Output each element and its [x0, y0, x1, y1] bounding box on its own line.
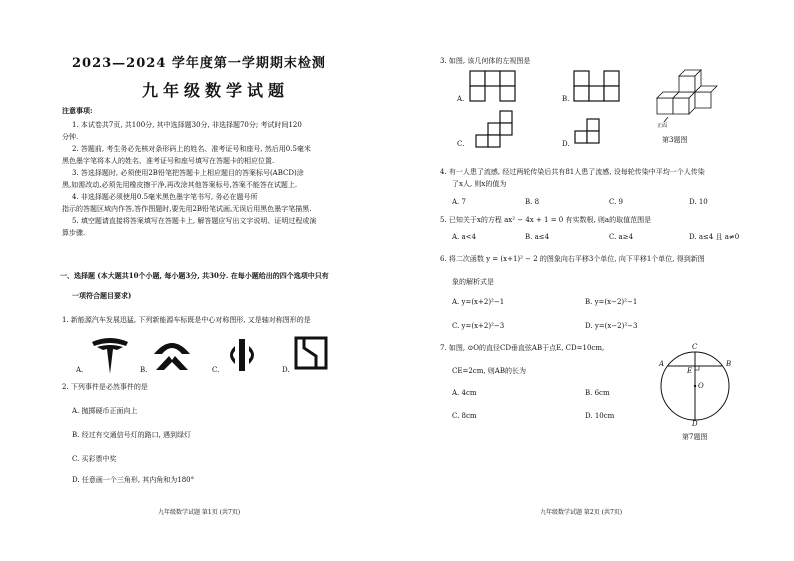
q5-option-d: D. a≤4 且 a≠0: [689, 233, 740, 241]
question-6-cont: 象的解析式是: [452, 278, 494, 286]
q4-option-d: D. 10: [689, 198, 708, 206]
q7-point-b-label: B: [726, 360, 732, 368]
note-line: 2. 答题前, 考生务必先核对条形码上的姓名、准考证号和座号, 然后用0.5毫米: [72, 145, 311, 153]
q3-option-c-figure: [469, 110, 519, 150]
q3-option-a-figure: [469, 70, 533, 104]
q2-option-d: D. 任意画一个三角形, 其内角和为180°: [72, 476, 195, 484]
exam-subtitle: 九年级数学试题: [142, 81, 290, 100]
q2-option-c: C. 买彩票中奖: [72, 455, 117, 463]
q7-option-d: D. 10cm: [585, 412, 615, 420]
question-4-cont: 了x人, 则x的值为: [452, 180, 507, 188]
q7-option-c: C. 8cm: [452, 412, 477, 420]
q7-point-c-label: C: [692, 343, 698, 351]
q4-option-c: C. 9: [609, 198, 624, 206]
note-line: 1. 本试卷共7页, 共100分, 其中选择题30分, 非选择题70分; 考试时间120: [72, 121, 302, 129]
tesla-logo-icon: [90, 336, 130, 376]
page-footer: 九年级数学试题 第2页 (共7页): [540, 509, 623, 516]
q7-point-a-label: A: [659, 360, 665, 368]
q3-option-b-figure: [573, 70, 637, 104]
q7-point-o-label: O: [698, 382, 704, 390]
q7-point-e-label: E: [687, 367, 693, 375]
note-line: 黑,如需改动,必须先用橡皮擦干净,再改涂其他答案标号,答案不能答在试题上.: [62, 181, 298, 189]
note-line: 黑色墨字笔将本人的姓名、准考证号和座号填写在答题卡的相应位置.: [62, 157, 275, 165]
q3-option-a-label: A.: [457, 95, 465, 103]
q3-option-d-figure: [573, 118, 613, 150]
q1-option-a-label: A.: [76, 366, 84, 374]
q7-figure-caption: 第7题图: [682, 433, 708, 441]
q6-option-c: C. y=(x+2)²−3: [452, 322, 505, 330]
q7-point-d-label: D: [692, 420, 698, 428]
question-7: 7. 如图, ⊙O的直径CD垂直弦AB于点E, CD=10cm,: [440, 344, 605, 352]
q5-option-c: C. a≥4: [609, 233, 634, 241]
question-3: 3. 如图, 该几何体的左视图是: [440, 57, 531, 65]
section-1-heading: 一、选择题 (本大题共10个小题, 每小题3分, 共30分. 在每小题给出的四个选项中只有: [60, 271, 329, 280]
note-line: 指示的答题区域内作答,答作图题时,要先用2B铅笔试画,无误后用黑色墨字笔描黑.: [62, 205, 312, 213]
q7-circle-figure: [657, 346, 737, 428]
question-1: 1. 新能源汽车发展迅猛, 下列新能源车标既是中心对称图形, 又是轴对称图形的是: [62, 316, 311, 324]
square-logo-icon: [294, 336, 328, 370]
page-footer: 九年级数学试题 第1页 (共7页): [158, 509, 241, 516]
q6-option-b: B. y=(x−2)²−1: [585, 298, 638, 306]
q7-option-b: B. 6cm: [585, 389, 610, 397]
notes-heading: 注意事项:: [62, 106, 93, 115]
page-2: [397, 0, 794, 561]
q5-option-a: A. a<4: [452, 233, 476, 241]
q1-option-b-label: B.: [140, 366, 148, 374]
note-line: 算步骤.: [62, 229, 86, 237]
q2-option-b: B. 经过有交通信号灯的路口, 遇到绿灯: [72, 431, 192, 439]
q3-option-d-label: D.: [562, 140, 570, 148]
q5-option-b: B. a≤4: [525, 233, 550, 241]
q3-front-label: 正面: [657, 123, 668, 129]
note-line: 5. 填空题请直接将答案填写在答题卡上, 解答题应写出文字说明、证明过程或演: [72, 217, 317, 225]
q7-option-a: A. 4cm: [452, 389, 477, 397]
q1-option-d-label: D.: [282, 366, 290, 374]
xpeng-logo-icon: [224, 338, 260, 372]
exam-title: 2023—2024 学年度第一学期期末检测: [72, 56, 326, 71]
note-line: 4. 非选择题必须使用0.5毫米黑色墨字笔书写, 务必在题号所: [72, 193, 258, 201]
question-2: 2. 下列事件是必然事件的是: [62, 383, 148, 391]
q1-option-c-label: C.: [212, 366, 220, 374]
q3-figure-caption: 第3题图: [662, 136, 688, 144]
q6-option-a: A. y=(x+2)²−1: [452, 298, 505, 306]
q2-option-a: A. 抛掷硬币正面向上: [72, 407, 138, 415]
note-line: 分钟.: [62, 133, 79, 141]
section-1-heading-cont: 一项符合题目要求): [72, 291, 132, 300]
question-7-cont: CE=2cm, 则AB的长为: [452, 367, 526, 375]
q6-option-d: D. y=(x−2)²−3: [585, 322, 638, 330]
question-5: 5. 已知关于x的方程 ax² − 4x + 1 = 0 有实数根, 则a的取值范围是: [440, 216, 652, 224]
q4-option-b: B. 8: [525, 198, 540, 206]
question-6: 6. 将二次函数 y = (x+1)² − 2 的图象向右平移3个单位, 向下平移1个单位, 得到新图: [440, 255, 705, 263]
q4-option-a: A. 7: [452, 198, 466, 206]
q3-option-b-label: B.: [562, 95, 570, 103]
q3-option-c-label: C.: [457, 140, 465, 148]
question-4: 4. 有一人患了流感, 经过两轮传染后共有81人患了流感, 设每轮传染中平均一个人传染: [440, 168, 705, 176]
nio-logo-icon: [152, 336, 192, 372]
note-line: 3. 答选择题时, 必须使用2B铅笔把答题卡上相应题目的答案标号(ABCD)涂: [72, 169, 304, 177]
front-arrow-icon: [662, 115, 672, 123]
